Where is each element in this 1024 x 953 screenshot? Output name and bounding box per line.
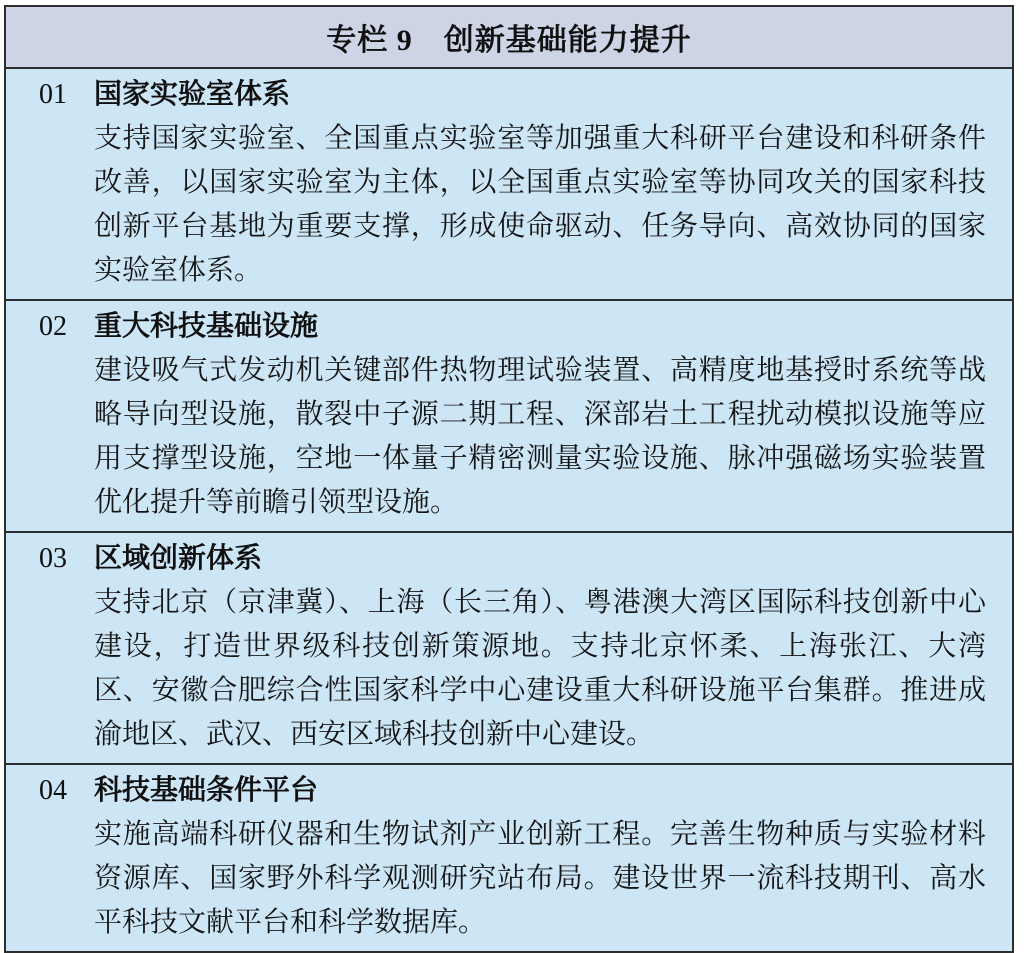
section-head (6, 537, 1012, 581)
section-heading: 科技基础条件平台 (94, 775, 319, 806)
panel-title: 专栏 9 创新基础能力提升 (326, 24, 692, 57)
section-number: 03 (39, 543, 67, 574)
column-panel (4, 5, 1014, 953)
section-03-regional-innovation-system (6, 533, 1012, 765)
section-head (6, 305, 1012, 349)
section-body-text: 实施高端科研仪器和生物试剂产业创新工程。完善生物种质与实验材料资源库、国家野外科学观测研究站布局。建设世界一流科技期刊、高水平科技文献平台和科学数据库。 (94, 819, 986, 938)
section-number: 01 (39, 79, 67, 110)
section-heading: 重大科技基础设施 (94, 311, 319, 342)
section-02-major-sci-tech-infrastructure (6, 301, 1012, 533)
section-number: 04 (39, 775, 67, 806)
section-body-text: 支持北京（京津冀）、上海（长三角）、粤港澳大湾区国际科技创新中心建设，打造世界级科技创新策源地。支持北京怀柔、上海张江、大湾区、安徽合肥综合性国家科学中心建设重大科研设施平台集群。推进成渝地区、武汉、西安区域科技创新中心建设。 (94, 587, 986, 750)
section-01-national-lab-system (6, 69, 1012, 301)
section-heading: 区域创新体系 (94, 543, 263, 574)
section-head (6, 73, 1012, 117)
section-body-text: 建设吸气式发动机关键部件热物理试验装置、高精度地基授时系统等战略导向型设施，散裂中子源二期工程、深部岩土工程扰动模拟设施等应用支撑型设施，空地一体量子精密测量实验设施、脉冲强磁场实验装置优化提升等前瞻引领型设施。 (94, 355, 986, 518)
panel-title-bar (6, 7, 1012, 69)
section-04-sci-tech-basic-condition-platform (6, 765, 1012, 951)
section-body-text: 支持国家实验室、全国重点实验室等加强重大科研平台建设和科研条件改善，以国家实验室为主体，以全国重点实验室等协同攻关的国家科技创新平台基地为重要支撑，形成使命驱动、任务导向、高效协同的国家实验室体系。 (94, 123, 986, 286)
section-head (6, 769, 1012, 813)
section-heading: 国家实验室体系 (94, 79, 291, 110)
section-number: 02 (39, 311, 67, 342)
